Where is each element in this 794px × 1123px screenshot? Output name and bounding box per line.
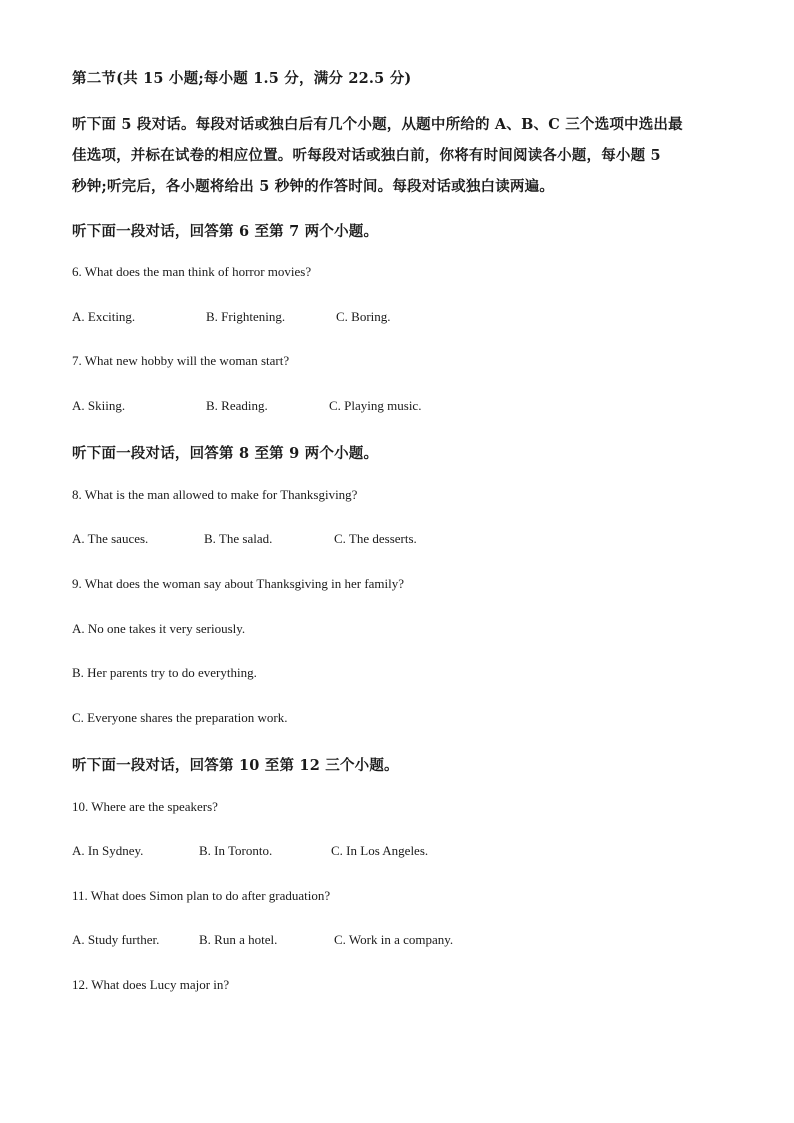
option-b: B. The salad. — [204, 531, 273, 546]
option-c: C. Work in a company. — [334, 932, 454, 947]
option-c: C. Boring. — [336, 309, 391, 324]
question-9-option-c: C. Everyone shares the preparation work. — [72, 710, 288, 725]
question-9-option-b: B. Her parents try to do everything. — [72, 665, 257, 680]
question-6: 6. What does the man think of horror movies? — [72, 264, 312, 279]
option-b: B. Frightening. — [206, 309, 286, 324]
option-a: A. The sauces. — [72, 531, 149, 546]
section-title: 第二节(共 15 小题;每小题 1.5 分，满分 22.5 分) — [72, 70, 412, 87]
instructions-line-1: 听下面 5 段对话。每段对话或独白后有几个小题，从题中所给的 A、B、C 三个选项中选出最 — [72, 116, 683, 133]
option-b: B. Run a hotel. — [199, 932, 278, 947]
option-a: A. Skiing. — [72, 398, 126, 413]
question-8: 8. What is the man allowed to make for Thanksgiving? — [72, 487, 358, 502]
instructions-line-2: 佳选项，并标在试卷的相应位置。听每段对话或独白前，你将有时间阅读各小题，每小题 5 — [72, 147, 661, 164]
option-c: C. In Los Angeles. — [331, 843, 429, 858]
group-header-3: 听下面一段对话，回答第 10 至第 12 三个小题。 — [72, 757, 399, 774]
question-9: 9. What does the woman say about Thanksgiving in her family? — [72, 576, 405, 591]
option-a: A. Exciting. — [72, 309, 136, 324]
option-c: C. The desserts. — [334, 531, 417, 546]
option-b: B. Reading. — [206, 398, 268, 413]
question-11: 11. What does Simon plan to do after graduation? — [72, 888, 331, 903]
question-12: 12. What does Lucy major in? — [72, 977, 230, 992]
question-9-option-a: A. No one takes it very seriously. — [72, 621, 246, 636]
instructions-line-3: 秒钟;听完后，各小题将给出 5 秒钟的作答时间。每段对话或独白读两遍。 — [72, 178, 555, 195]
option-b: B. In Toronto. — [199, 843, 273, 858]
question-10: 10. Where are the speakers? — [72, 799, 218, 814]
option-c: C. Playing music. — [329, 398, 422, 413]
group-header-1: 听下面一段对话，回答第 6 至第 7 两个小题。 — [72, 223, 379, 240]
question-7: 7. What new hobby will the woman start? — [72, 353, 290, 368]
group-header-2: 听下面一段对话，回答第 8 至第 9 两个小题。 — [72, 445, 379, 462]
option-a: A. Study further. — [72, 932, 160, 947]
option-a: A. In Sydney. — [72, 843, 144, 858]
